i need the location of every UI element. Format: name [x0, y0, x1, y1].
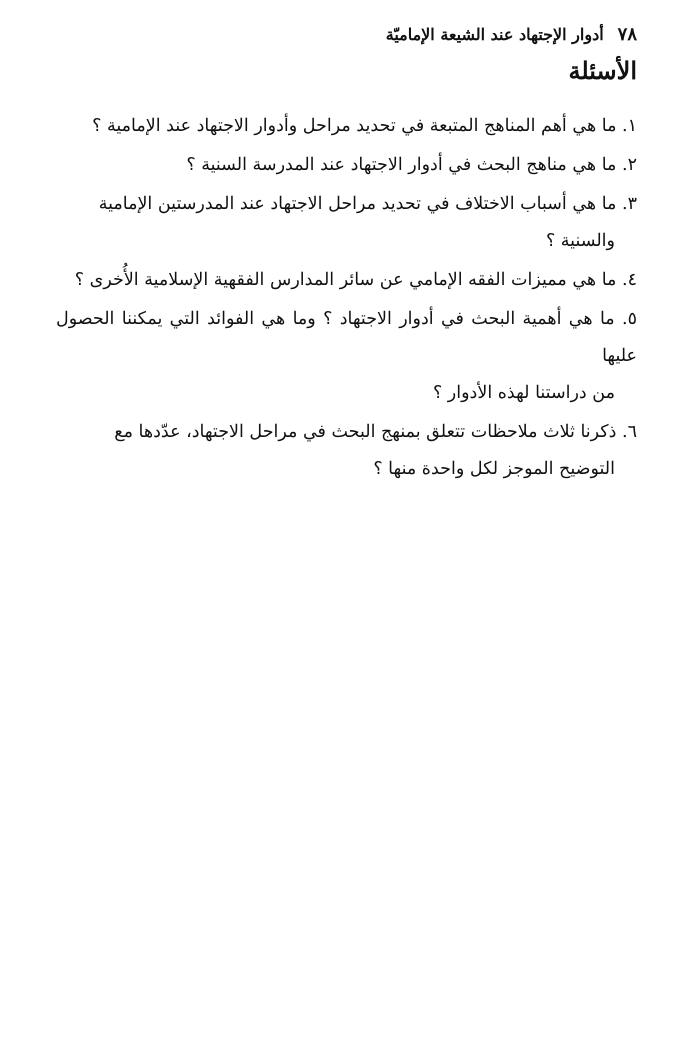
question-text-continuation: التوضيح الموجز لكل واحدة منها ؟	[373, 459, 615, 479]
question-text: ما هي مناهج البحث في أدوار الاجتهاد عند المدرسة السنية ؟	[186, 155, 617, 175]
question-item	[56, 414, 637, 488]
question-number: ٢.	[622, 155, 637, 175]
question-number: ٥.	[622, 309, 637, 329]
question-number: ١.	[622, 116, 637, 136]
running-header	[62, 20, 637, 48]
question-number: ٤.	[622, 270, 637, 290]
question-item	[56, 186, 637, 260]
question-text: ما هي أسباب الاختلاف في تحديد مراحل الاجتهاد عند المدرستين الإمامية	[98, 194, 617, 214]
section-title: الأسئلة	[568, 56, 637, 85]
question-text: ما هي أهمية البحث في أدوار الاجتهاد ؟ وما هي الفوائد التي يمكننا الحصول عليها	[56, 309, 637, 366]
question-text-continuation: من دراستنا لهذه الأدوار ؟	[432, 383, 615, 403]
question-item	[56, 147, 637, 184]
question-item	[56, 301, 637, 412]
question-number: ٦.	[622, 422, 637, 442]
question-number: ٣.	[622, 194, 637, 214]
question-text: ذكرنا ثلاث ملاحظات تتعلق بمنهج البحث في مراحل الاجتهاد، عدّدها مع	[114, 422, 617, 442]
running-header-title: أدوار الإجتهاد عند الشيعة الإماميّة	[385, 24, 604, 44]
question-text-continuation: والسنية ؟	[545, 231, 615, 251]
question-item	[56, 108, 637, 145]
question-text: ما هي أهم المناهج المتبعة في تحديد مراحل وأدوار الاجتهاد عند الإمامية ؟	[92, 116, 617, 136]
question-text: ما هي مميزات الفقه الإمامي عن سائر المدارس الفقهية الإسلامية الأُخرى ؟	[74, 270, 617, 290]
question-item	[56, 262, 637, 299]
questions-list	[56, 108, 637, 490]
page-number: ٧٨	[617, 23, 637, 45]
